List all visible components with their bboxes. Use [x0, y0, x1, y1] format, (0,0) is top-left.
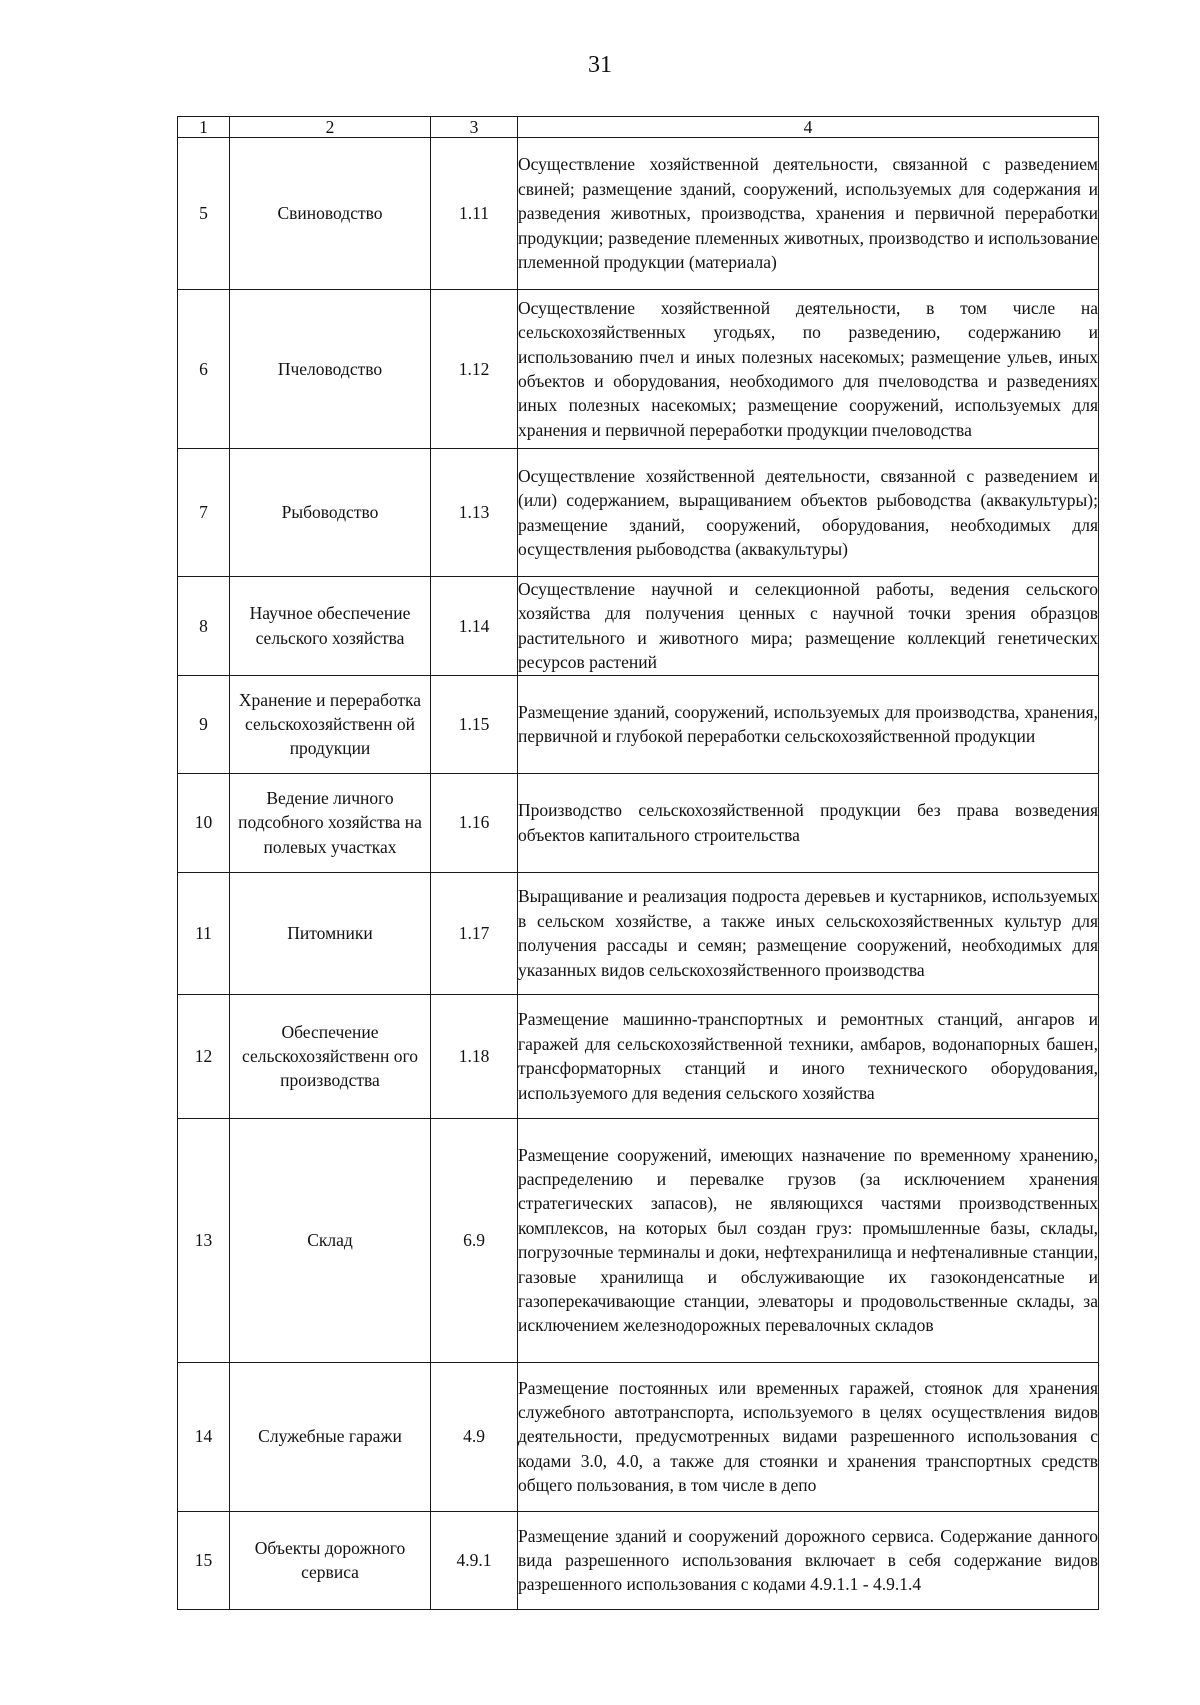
row-code: 1.13 [431, 449, 518, 577]
row-number: 15 [178, 1511, 230, 1609]
row-name: Хранение и переработка сельскохозяйственн ой продукции [230, 675, 431, 773]
table-row [178, 1118, 1099, 1362]
row-code: 6.9 [431, 1118, 518, 1362]
row-name: Рыбоводство [230, 449, 431, 577]
land-use-table [177, 116, 1099, 1610]
row-description: Производство сельскохозяйственной продукции без права возведения объектов капитального строительства [518, 773, 1099, 872]
row-description: Осуществление научной и селекционной работы, ведения сельского хозяйства для получения ценных с научной точки зрения образцов растительного и животного мира; размещение коллекций генетических ресурсов растений [518, 577, 1099, 676]
page-number: 31 [588, 52, 612, 78]
table-row [178, 138, 1099, 290]
row-description: Размещение зданий, сооружений, используемых для производства, хранения, первичной и глубокой переработки сельскохозяйственной продукции [518, 675, 1099, 773]
row-number: 12 [178, 994, 230, 1118]
row-number: 14 [178, 1362, 230, 1511]
row-description: Размещение машинно-транспортных и ремонтных станций, ангаров и гаражей для сельскохозяйственной техники, амбаров, водонапорных башен, трансформаторных станций и иного технического оборудования, используемого для ведения сельского хозяйства [518, 994, 1099, 1118]
table-row [178, 290, 1099, 449]
header-col-4: 4 [518, 117, 1099, 138]
header-col-1: 1 [178, 117, 230, 138]
row-description: Осуществление хозяйственной деятельности, в том числе на сельскохозяйственных угодьях, по разведению, содержанию и использованию пчел и иных полезных насекомых; размещение ульев, иных объектов и оборудования, необходимого для пчеловодства и разведениях иных полезных насекомых; размещение сооружений, используемых для хранения и первичной переработки продукции пчеловодства [518, 290, 1099, 449]
row-description: Размещение постоянных или временных гаражей, стоянок для хранения служебного автотранспорта, используемого в целях осуществления видов деятельности, предусмотренных видами разрешенного использования с кодами 3.0, 4.0, а также для стоянки и хранения транспортных средств общего пользования, в том числе в депо [518, 1362, 1099, 1511]
row-name: Свиноводство [230, 138, 431, 290]
row-description: Размещение сооружений, имеющих назначение по временному хранению, распределению и перевалке грузов (за исключением хранения стратегических запасов), не являющихся частями производственных комплексов, на которых был создан груз: промышленные базы, склады, погрузочные терминалы и доки, нефтехранилища и нефтеналивные станции, газовые хранилища и обслуживающие их газоконденсатные и газоперекачивающие станции, элеваторы и продовольственные склады, за исключением железнодорожных перевалочных складов [518, 1118, 1099, 1362]
header-col-2: 2 [230, 117, 431, 138]
row-code: 1.12 [431, 290, 518, 449]
row-name: Пчеловодство [230, 290, 431, 449]
table-row [178, 449, 1099, 577]
row-name: Питомники [230, 872, 431, 994]
table-row [178, 1511, 1099, 1609]
row-code: 4.9 [431, 1362, 518, 1511]
header-col-3: 3 [431, 117, 518, 138]
row-name: Склад [230, 1118, 431, 1362]
row-description: Выращивание и реализация подроста деревьев и кустарников, используемых в сельском хозяйстве, а также иных сельскохозяйственных культур для получения рассады и семян; размещение сооружений, необходимых для указанных видов сельскохозяйственного производства [518, 872, 1099, 994]
row-code: 1.14 [431, 577, 518, 676]
row-code: 1.16 [431, 773, 518, 872]
row-number: 6 [178, 290, 230, 449]
row-code: 1.15 [431, 675, 518, 773]
row-number: 11 [178, 872, 230, 994]
row-code: 1.11 [431, 138, 518, 290]
row-number: 5 [178, 138, 230, 290]
row-number: 7 [178, 449, 230, 577]
row-code: 1.18 [431, 994, 518, 1118]
table-row [178, 1362, 1099, 1511]
row-name: Обеспечение сельскохозяйственн ого производства [230, 994, 431, 1118]
row-description: Осуществление хозяйственной деятельности, связанной с разведением и (или) содержанием, выращиванием объектов рыбоводства (аквакультуры); размещение зданий, сооружений, оборудования, необходимых для осуществления рыбоводства (аквакультуры) [518, 449, 1099, 577]
row-description: Размещение зданий и сооружений дорожного сервиса. Содержание данного вида разрешенного использования включает в себя содержание видов разрешенного использования с кодами 4.9.1.1 - 4.9.1.4 [518, 1511, 1099, 1609]
row-number: 9 [178, 675, 230, 773]
table-row [178, 773, 1099, 872]
row-code: 4.9.1 [431, 1511, 518, 1609]
row-name: Научное обеспечение сельского хозяйства [230, 577, 431, 676]
row-description: Осуществление хозяйственной деятельности, связанной с разведением свиней; размещение зданий, сооружений, используемых для содержания и разведения животных, производства, хранения и первичной переработки продукции; разведение племенных животных, производство и использование племенной продукции (материала) [518, 138, 1099, 290]
table-row [178, 577, 1099, 676]
table-row [178, 675, 1099, 773]
row-number: 10 [178, 773, 230, 872]
row-number: 13 [178, 1118, 230, 1362]
table-header-row [178, 117, 1099, 138]
row-name: Объекты дорожного сервиса [230, 1511, 431, 1609]
row-number: 8 [178, 577, 230, 676]
table-row [178, 872, 1099, 994]
table-row [178, 994, 1099, 1118]
row-name: Ведение личного подсобного хозяйства на полевых участках [230, 773, 431, 872]
row-code: 1.17 [431, 872, 518, 994]
row-name: Служебные гаражи [230, 1362, 431, 1511]
